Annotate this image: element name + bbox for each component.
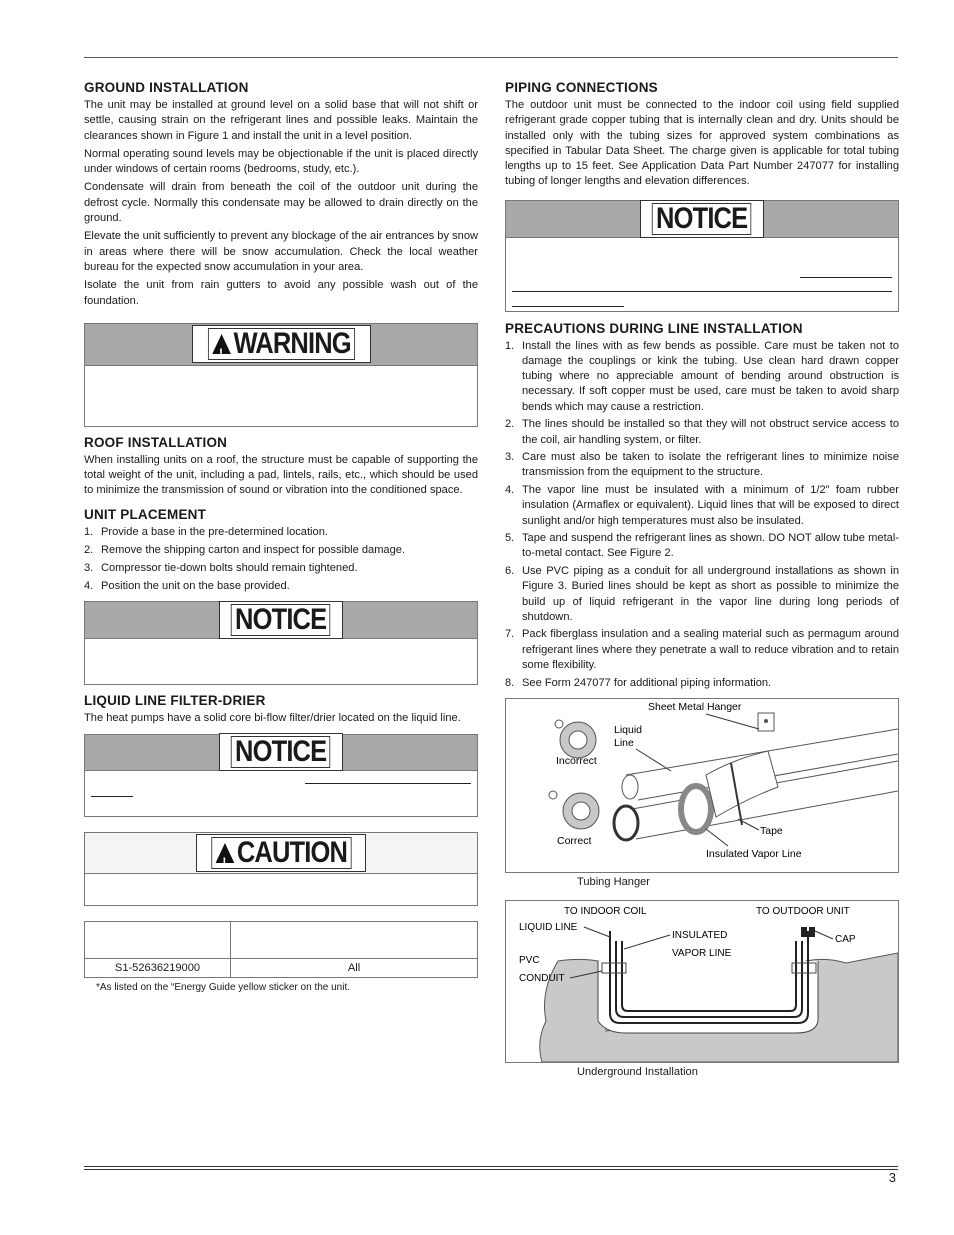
vapor-line-label: VAPOR LINE (672, 947, 732, 959)
table-row (85, 921, 478, 958)
ground-installation-heading: GROUND INSTALLATION (84, 80, 249, 95)
conduit-label: CONDUIT (519, 972, 565, 984)
piping-paragraph-1: The outdoor unit must be connected to the indoor coil using field supplied refrigerant grade copper tubing that is internally clean and dry. Units should be installed only with the tubing sizes for approved system combinations as specified in Tabular Data Sheet. The charge given is applicable for total tubing lengths up to 15 feet. See Application Data Part Number 247077 for installing tubing of longer lengths and elevation differences. (505, 99, 899, 188)
filter-paragraph-1: The heat pumps have a solid core bi-flow filter/drier located on the liquid line. (84, 711, 461, 724)
underground-installation-figure (505, 900, 899, 1063)
list-item: 4. Position the unit on the base provided. (84, 580, 290, 593)
incorrect-tube-inner (569, 731, 587, 749)
caution-label: CAUTION (236, 835, 347, 869)
to-outdoor-unit-label: TO OUTDOOR UNIT (756, 905, 850, 917)
ground-paragraph-1: The unit may be installed at ground level on a solid base that will not shift or settle, causing strain on the refrigerant lines and possible leaks. Maintain the clearances shown in Figure 1 and install the unit in a level position. (84, 99, 478, 142)
list-item: 2. Remove the shipping carton and inspect for possible damage. (84, 543, 406, 556)
tubing-hanger-caption: Tubing Hanger (577, 875, 650, 888)
list-item: 3. Compressor tie-down bolts should remain tightened. (84, 562, 358, 575)
notice-label: NOTICE (231, 604, 331, 636)
precautions-heading: PRECAUTIONS DURING LINE INSTALLATION (505, 320, 803, 336)
left-column (84, 80, 478, 993)
table-row (85, 958, 478, 977)
roof-paragraph-1: When installing units on a roof, the structure must be capable of supporting the total weight of the unit, including a pad, lintels, rails, etc., which should be used to minimize the transmission of sound or vibration into the conditioned space. (84, 453, 478, 497)
liquid-line-end (622, 775, 638, 799)
list-item: 3. Care must also be taken to isolate the refrigerant lines to minimize noise transmission from the equipment to the structure. (505, 451, 899, 479)
line-label: Line (614, 736, 634, 749)
insulated-label: INSULATED (672, 929, 728, 941)
page-number: 3 (888, 1170, 896, 1185)
notice-box-1 (84, 601, 478, 685)
list-item: 2. The lines should be installed so that they will not obstruct service access to the coil, air handling system, or filter. (505, 418, 899, 446)
liquid-label: Liquid (614, 723, 643, 736)
list-item: 6. Use PVC piping as a conduit for all underground installations as shown in Figure 3. Buried lines should be kept as short as possible to minimize the build up of liquid refrigerant in the vapor line during long periods of shutdown. (505, 565, 899, 623)
liquid-line-label: LIQUID LINE (519, 921, 578, 933)
sheet-metal-hanger-label: Sheet Metal Hanger (648, 700, 742, 713)
ground-paragraph-4: Elevate the unit sufficiently to prevent any blockage of the air entrances by snow in areas where there will be snow accumulation. Check the local weather bureau for the expected snow accumulation in your area. (84, 230, 478, 273)
warning-triangle-icon (212, 334, 231, 354)
list-item: 8. See Form 247077 for additional piping information. (505, 676, 772, 689)
right-column (505, 80, 899, 1078)
cap-left (801, 927, 807, 937)
pvc-label: PVC (519, 954, 540, 966)
underground-installation-diagram (506, 901, 898, 1062)
list-item: 1. Install the lines with as few bends as possible. Care must be taken not to damage the couplings or kink the tubing. Use clean hard drawn copper tubing where no appreciable amount of bending around obstruction is necessary. If soft copper must be used, care must be taken to avoid sharp bends which may cause a restriction. (505, 339, 899, 413)
unit-placement-heading: UNIT PLACEMENT (84, 506, 207, 522)
correct-tube-inner (572, 802, 590, 820)
roof-installation-heading: ROOF INSTALLATION (84, 434, 228, 450)
insulated-vapor-line-label: Insulated Vapor Line (706, 847, 802, 860)
insulation-ring (681, 786, 711, 832)
footer-rule (84, 1166, 898, 1167)
unit-placement-list (84, 525, 478, 595)
filter-drier-heading: LIQUID LINE FILTER-DRIER (84, 692, 266, 708)
tubing-hanger-figure (505, 698, 899, 873)
notice-box-3 (505, 200, 899, 312)
list-item: 4. The vapor line must be insulated with a minimum of 1/2" foam rubber insulation (Armaflex or equivalent). Liquid lines that will be exposed to direct sunlight and/or high temperatures must also be insulated. (505, 484, 899, 527)
header-rule (84, 57, 898, 58)
table-footnote: *As listed on the “Energy Guide yellow sticker on the unit. (96, 981, 351, 993)
ground-paragraph-5: Isolate the unit from rain gutters to avoid any possible wash out of the foundation. (84, 279, 478, 307)
underground-installation-caption: Underground Installation (577, 1065, 698, 1078)
ground-paragraph-3: Condensate will drain from beneath the coil of the outdoor unit during the defrost cycle. Normally this condensate may be allowed to drain directly on the ground. (84, 181, 478, 225)
cap-right (809, 927, 815, 937)
caution-triangle-icon (215, 843, 234, 863)
notice-label: NOTICE (652, 203, 752, 235)
model-table (84, 921, 478, 978)
to-indoor-coil-label: TO INDOOR COIL (564, 905, 647, 917)
piping-connections-heading: PIPING CONNECTIONS (505, 80, 658, 95)
incorrect-label: Incorrect (556, 754, 597, 767)
warning-box (84, 323, 478, 427)
caution-box (84, 832, 478, 906)
correct-label: Correct (557, 834, 592, 847)
ground-paragraph-2: Normal operating sound levels may be objectionable if the unit is placed directly under windows of certain rooms (bedrooms, study, etc.). (84, 147, 478, 176)
footer-rule-2 (84, 1169, 898, 1170)
list-item: 5. Tape and suspend the refrigerant lines as shown. DO NOT allow tube metal-to-metal contact. See Figure 2. (505, 532, 899, 560)
tubing-hanger-diagram (506, 699, 898, 872)
precautions-list (505, 339, 899, 691)
notice-label: NOTICE (231, 736, 331, 768)
warning-label: WARNING (232, 327, 351, 361)
cap-label: CAP (835, 933, 856, 945)
value-cell: All (231, 958, 478, 977)
list-item: 1. Provide a base in the pre-determined location. (84, 525, 328, 538)
vapor-line-end (614, 806, 638, 840)
tape-label: Tape (760, 824, 783, 837)
model-cell: S1-52636219000 (85, 958, 231, 977)
notice-box-2 (84, 734, 478, 817)
list-item: 7. Pack fiberglass insulation and a sealing material such as permagum around refrigerant lines where they penetrate a wall to reduce vibration and to retain some flexibility. (505, 628, 899, 671)
